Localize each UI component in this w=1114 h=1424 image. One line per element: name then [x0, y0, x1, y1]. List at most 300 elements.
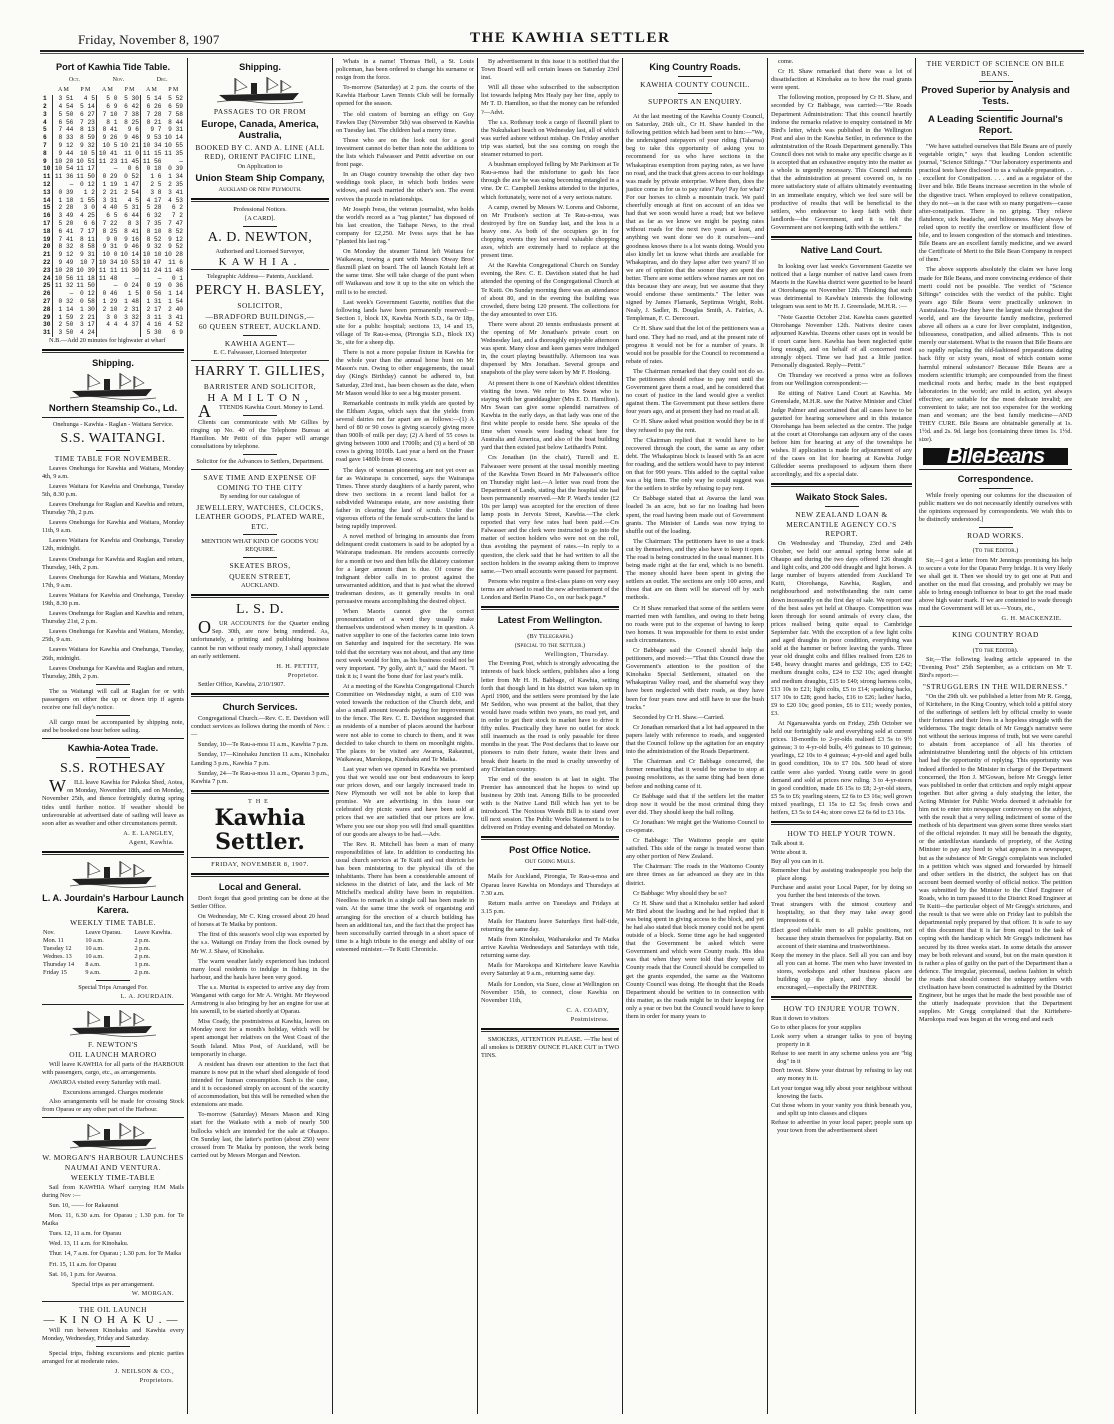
timetable-cell: 10 a.m. — [85, 936, 104, 944]
tide-time: 8 32 — [58, 243, 74, 251]
article-paragraph: While freely opening our columns for the discussion of public matters we do not necessarily identify ourselves with the opinions expressed by correspondents. We wish this to be distinctly understood.] — [919, 491, 1072, 523]
article-paragraph: "Note Gazette October 21st. Kawhia cases gazetted Otorohanga November 12th. Natives desire cases adjourned Kawhia. Dozens other cases opt in would be if court came here. Kawhia has been neglected quite long enough, and on behalf of all concerned most strongly object. Time we had just a little justice. Personally disgusted. Reply—Pettit." — [771, 313, 912, 370]
divider-rule — [243, 415, 277, 416]
divider-rule — [771, 996, 912, 1000]
tide-day: 5 — [42, 126, 52, 134]
tide-time: 11 50 — [76, 282, 95, 290]
article-paragraph: Mails for Auckland, Pirongia, Te Rau-a-moa and Oparau leave Kawhia on Mondays and Thursdays at 7.30 a.m. — [481, 873, 619, 897]
tide-time: 11 56 — [142, 157, 162, 165]
divider-rule — [96, 980, 130, 981]
timetable-row — [42, 969, 184, 977]
article-paragraph: SMOKERS, ATTENTION PLEASE. —The best of all smokes is DERBY OUNCE FLAKE CUT in TWO TINS. — [481, 1036, 619, 1060]
article-paragraph: The Chairman: The roads in the Waitomo County are three times as far advanced as they are in this district. — [626, 863, 764, 887]
article-paragraph: Mails for Marokopa and Kiritehere leave Kawhia every Saturday at 9 a.m., returning same day. — [481, 962, 619, 978]
caps-heading: BARRISTER AND SOLICITOR, — [203, 382, 317, 392]
article-paragraph: Leaves Onehunga for Kawhia and Waitara, Monday 11th, 9 a.m. — [42, 519, 184, 535]
steamship-illustration-icon — [68, 1008, 158, 1038]
article-paragraph: The s.s. Rothesay took a cargo of flaxmill plant to the Nukuhakari beach on Wednesday last, all of which was surfed ashore without mishap. On Friday another trip was started, but the sea coming on rough the steamer returned to port. — [481, 118, 619, 159]
timetable-cell: 9 a.m. — [85, 968, 101, 976]
tide-time: 10 14 — [164, 134, 183, 142]
tide-row — [42, 306, 184, 314]
article-paragraph: Leaves Onehunga for Raglan and Kawhia and return, Thursday 7th, 2 p.m. — [42, 500, 184, 517]
tide-time: 8 44 — [168, 118, 183, 126]
article-paragraph: The days of woman pioneering are not yet over as far as Wairarapa is concerned, says the Wairarapa Times. Three sturdy daughters of a hardy parent, who drew two sections in a recent land ballot for a subdivided Wairarapa estate, are now assisting their father in clearing the land of scrub. Under the vigorous efforts of the female scrub-cutters the land is being rapidly improved. — [336, 466, 474, 531]
tide-time: 9 46 — [118, 134, 140, 142]
tide-time: 11 48 — [164, 266, 183, 274]
display-heading: L. S. D. — [236, 602, 284, 618]
article-paragraph: Cr Babbage: The Waitomo people are quite satisfied. This side of the range is treated worse than any other portion of New Zealand. — [626, 837, 764, 861]
tide-time: 8 10 — [146, 227, 162, 235]
caps-heading: QUEEN STREET, — [229, 571, 291, 581]
tide-row — [42, 236, 184, 244]
article-paragraph: The Rev. R. Mitchell has been a man of many responsibilities of late. In addition to conducting his usual church services at Te Kuiti and out districts he has been ministering to the physical ills of the inhabitants. There has been a considerable amount of sickness in the district of late, and the lack of Mr Mitchell's medical ability have been in requisition. Needless to remark in a single call has been made in vain. At the same time the work of organising and arranging for the erection of a church building has been an additional tax, and the fact that the project has been successfully carried through in a short space of time is a high tribute to the energy and ability of our esteemed minister.—Te Kuiti Chronicle. — [336, 840, 474, 953]
tide-time: 3 8 — [150, 188, 162, 196]
article-paragraph: Cr H. Shaw remarked that there was a lot of dissatisfaction at Kinohaku as to how the road grants were spent. — [771, 68, 912, 92]
caps-heading: HOW TO INJURE YOUR TOWN. — [783, 1004, 900, 1014]
newspaper-column — [42, 58, 187, 1414]
centered-text: Authorised and Licensed Surveyor, — [215, 247, 305, 255]
article-paragraph: Mr Joseph Ivess, the veteran journalist, who holds the world's record as a "rag planter," has disposed of his last creation, the Taihape News, to the rival company for £2,250. Mr Ivess says that he has "planted his last rag." — [336, 205, 474, 245]
tide-time: 1 55 — [74, 197, 96, 205]
tide-time: 10 41 — [98, 149, 118, 157]
tide-time: 10 14 — [120, 251, 139, 259]
divider-rule — [42, 1004, 184, 1005]
article-paragraph: Last week's Government Gazette, notifies that the following lands have been permanently reserved:—Section 1, block IX, Kawhia North S.D., 6a 0r 18p, site for a public hospital; sections 13, 14 and 15, village of Te Rau-a-moa, (Pirongia S.D., Block IX) 3r., site for a sheep dip. — [336, 298, 474, 347]
tide-row — [42, 259, 184, 267]
newspaper-columns — [42, 58, 1084, 1414]
article-paragraph: Mails for London, via Suez, close at Wellington on November 15th, to connect, close Kawhia on November 11th, — [481, 980, 619, 1004]
tide-day: 18 — [43, 227, 51, 235]
caps-heading: KAWHIA COUNTY COUNCIL. — [640, 80, 750, 89]
article-paragraph: Whats in a name! Thomas Hell, a St. Louis policeman, has been ordered to change his surname or resign from the force. — [336, 58, 474, 82]
tide-day: 28 — [43, 305, 51, 313]
tide-time: 4 24 — [74, 329, 96, 337]
tide-time: 8 25 — [118, 119, 140, 127]
list-item: Cut those whom in your vanity you think beneath you, and split up into classes and cliques — [771, 1101, 912, 1117]
tide-time: 0 19 — [146, 282, 162, 290]
tide-time: 10 5 — [102, 141, 118, 149]
article-paragraph: N.B.—Add 20 minutes for highwater at wharf — [49, 336, 166, 344]
newspaper-column — [187, 58, 332, 1414]
steamship-illustration-icon — [215, 75, 305, 105]
caps-heading: SKEATES BROS, — [229, 561, 291, 571]
article-paragraph: Leaves Onehunga for Kawhia and Waitara, Monday 17th, 9 a.m. — [42, 573, 184, 589]
tide-day: 19 — [43, 235, 51, 243]
timetable-cell: 10 a.m. — [85, 944, 104, 952]
tide-time — [96, 329, 118, 337]
article-paragraph: A bushman employed felling by Mr Parkinson at Te Rau-a-moa had the misfortune to gash his face through the axe he was using becoming entangled in a vine. Dr C. Campbell Jenkins attended to the injuries, which fortunately, were not of a very serious nature. — [481, 161, 619, 201]
article-paragraph: On Wednesday, Mr C. King crossed about 20 head of horses at Te Maika by pontoon. — [191, 913, 329, 929]
tide-time: 9 0 — [106, 235, 118, 243]
tide-row — [42, 298, 184, 306]
timetable-cell: 1 p.m. — [134, 960, 151, 968]
tide-time: 5 31 — [118, 204, 140, 212]
tide-time: 10 0 — [102, 251, 118, 259]
tide-time: 9 53 — [146, 134, 162, 142]
signature: Postmistress. — [570, 1015, 609, 1023]
tide-time: 0 32 — [58, 297, 74, 305]
tide-time: 10 5 — [74, 150, 96, 158]
tide-day: 12 — [43, 180, 51, 188]
tide-time: 6 59 — [168, 102, 183, 110]
timetable-row — [42, 961, 184, 969]
tide-time: 7 35 — [146, 219, 162, 227]
tide-time: 4 52 — [168, 321, 183, 329]
display-heading: A. D. NEWTON, — [207, 229, 313, 245]
tide-time: 10 28 — [54, 266, 74, 274]
timetable-cell: 10 a.m. — [85, 952, 104, 960]
signature: J. NEILSON & CO., — [114, 1367, 174, 1375]
tide-time: 10 39 — [76, 266, 95, 274]
article-paragraph: Cr H Shaw remarked that some of the settlers were married men with families, and owing to their being no roads were put to the expense of having to keep two homes. It was impossible for them to exist under such circumstances. — [626, 604, 764, 644]
tide-time: 9 44 — [58, 149, 74, 157]
tide-row — [42, 150, 184, 158]
article-paragraph: Leaves Waitara for Kawhia and Onehunga, Tuesday 5th, 8.30 p.m. — [42, 482, 184, 498]
tide-time: 5 0 — [106, 95, 118, 103]
timetable-row — [42, 953, 184, 961]
article-paragraph: Also arrangements will be made for crossing Stock from Oparau or any other part of the Harbour. — [42, 1098, 184, 1114]
tide-row — [42, 197, 184, 205]
divider-rule — [678, 109, 712, 110]
tide-time: 9 31 — [168, 126, 183, 134]
tide-row — [42, 314, 184, 322]
tide-time: 11 18 — [76, 274, 95, 282]
tide-ampm-header: P M — [168, 87, 179, 94]
masthead-date: FRIDAY, NOVEMBER 8, 1907. — [211, 860, 309, 868]
tide-time: 11 24 — [142, 266, 162, 274]
article-paragraph: Mails for Hauturu leave Saturdays first half-tide, returning the same day. — [481, 917, 619, 933]
tide-time: 5 30 — [146, 329, 162, 337]
article-paragraph: Sail from KAWHIA Wharf carrying H.M Mails during Nov :— — [42, 1183, 184, 1199]
display-heading: S.S. ROTHESAY — [60, 761, 166, 777]
section-headline: Local and General. — [218, 881, 302, 892]
article-paragraph: Fri. 15, 11 a.m. for Oparau — [49, 1260, 117, 1268]
tide-ampm-header: P M — [124, 87, 135, 94]
article-paragraph: Cr Jonathan remarked that a lot had appeared in the papers lately with reference to roads, and suggested that the Council follow up the agitation for an enquiry into the administration of the Roads Department. — [626, 723, 764, 756]
divider-rule — [919, 626, 1072, 627]
divider-rule — [771, 236, 912, 240]
divider-rule — [771, 483, 912, 487]
tide-day: 1 — [42, 95, 52, 103]
divider-rule — [243, 454, 277, 455]
tide-row — [42, 103, 184, 111]
article-paragraph: Sat. 16, 1 p.m. for Awaroa. — [49, 1270, 117, 1278]
spaced-heading: HAMILTON, — [207, 391, 313, 404]
article-paragraph: Tues. 12, 11 a.m. for Oparau — [49, 1230, 122, 1238]
article-paragraph: Sun. 10, —— for Rakaunui — [49, 1201, 119, 1209]
tide-time: 8 3 — [118, 220, 140, 228]
tide-time: 3 51 — [58, 95, 74, 103]
tide-time: 2 21 — [74, 314, 96, 322]
tide-time: 7 23 — [74, 119, 96, 127]
tide-time: 11 45 — [120, 157, 139, 165]
tide-row — [42, 220, 184, 228]
divider-rule — [96, 757, 130, 758]
tide-month-header: Nov. — [112, 77, 125, 83]
tide-time: 4 54 — [58, 102, 74, 110]
article-paragraph: Leaves Waitara for Kawhia and Onehunga, Tuesday 19th, 8.30 p.m. — [42, 591, 184, 607]
tide-time: 9 49 — [58, 258, 74, 266]
small-caps-line: (By Telegraph.) — [527, 633, 573, 641]
tide-time: 5 14 — [74, 103, 96, 111]
timetable-cell: Friday 15 — [43, 968, 67, 976]
article-paragraph: Remarkable contrasts in milk yields are quoted by the Eltham Argus, which says that the yields from several dairies not far apart are as follows:—(1) A herd of 80 or 90 cows is giving scarcely giving more than 900lb of milk per day; (2) A herd of 55 cows is giving between 1000 and 1700lb; and (3) a herd of 38 cows is giving 1010lb. Last year a herd on the Fraser road gave 1480lb from 40 cows. — [336, 399, 474, 464]
tide-row — [42, 321, 184, 329]
display-heading: HARRY T. GILLIES, — [194, 364, 326, 380]
signature: H. H. PETTIT, — [276, 662, 319, 670]
tide-time: 7 28 — [146, 110, 162, 118]
tide-time: 10 7 — [74, 259, 96, 267]
list-item: Look sorry when a stranger talks to you of buying property in it — [771, 1032, 912, 1049]
divider-rule — [243, 557, 277, 558]
article-paragraph: Mon. 11, 6.30 a.m. for Oparau ; 1.30 p.m. for Te Maika — [42, 1212, 184, 1228]
tide-time: 9 12 — [168, 235, 183, 243]
divider-rule — [979, 527, 1013, 528]
divider-rule — [191, 269, 329, 270]
caps-heading: TIME TABLE FOR NOVEMBER. — [54, 454, 172, 464]
list-item: Run it down to visitors — [771, 1014, 829, 1022]
centered-text: Special trips as per arrangement. — [71, 1280, 155, 1288]
article-paragraph: Mails from Kinohaku, Waiharakeke and Te Maika arrive Kawhia Wednesdays and Saturdays with tide, returning same day. — [481, 936, 619, 960]
caps-heading: HOW TO HELP YOUR TOWN. — [787, 829, 896, 839]
list-item: Buy all you can in it. — [771, 857, 824, 865]
tide-time: 5 50 — [58, 110, 74, 118]
article-paragraph: "On the 29th ult. we published a letter from Mr R. Gregg, of Kiritehere, in the King Country, which told a pitiful story of the sufferings of settlers left by official cruelty to waste their fortunes and their lives in a hopeless struggle with the wilderness. The tragic details of Mr Gregg's narrative were not without the serious impress of truth, but we were careful to abstain from acceptance of all his theories of administrative blundering until the objects of his criticism had had the opportunity of replying. This opportunity was indeed afforded to the Minister in charge of the Department concerned, the Hon J. M'Gowan, before Mr Gregg's letter was published in order that criticism and reply might appear together. But after giving a duly studying the letter, the Acting Minister for Public Works deemed it advisable for him not to enter into newspaper controversy on the subject, with the result that a very telling indictment of some of the methods of his department was given some three weeks start of the official rejoinder. It may still be beneath the dignity, or the antediluvian standards of propriety, of the Acting Minister to pay any heed to what appears in a newspaper, but as the substance of Mr Gregg's complaints was included in a petition which was signed and forwarded by himself and other settlers in the district, the subject has on that account been deemed worthy of official notice. The petition was submitted by the Minister to the Chief Engineer of Roads, who in turn passed it to the District Road Engineer at Te Kuiti—the particular object of Mr Gregg's strictures, and the result is that we were able on Friday last to publish the departmental reply prepared by that officer. It is safe to say of this document that it is far from equal to the task of coping with the handicap which Mr Gregg's indictment has secured by its three weeks start. In some details the answer may be both relevant and sound, but on the main question it is rather a plea of guilty on the part of the Department than a defence. The irregular, piecemeal, useless fashion in which the roads that should connect the unhappy settlers with civilisation have been constructed is admitted by the District Engineer, but he urges that he made the best possible use of the utterly inadequate provision that the Department supplies. Mr Gregg complained that the Kiritehere-Marokopa road was begun at the wrong end and each — [919, 692, 1072, 1024]
tide-time: 8 1 — [106, 118, 118, 126]
tide-time: 0 1 — [171, 274, 183, 282]
centered-text: By sending for our catalogue of — [220, 493, 300, 501]
centered-text: Solicitor for the Advances to Settlers, Department. — [196, 458, 324, 466]
tide-time: 1 47 — [118, 181, 140, 189]
article-paragraph: Miss Coady, the postmistress at Kawhia, leaves on Monday next for a month's holiday, which will be spent amongst her relatives on the West Coast of the South Island. Miss Post, of Auckland, will be temporarily in charge. — [191, 1018, 329, 1058]
article-paragraph: Don't forget that good printing can be done at the Settler Office. — [191, 894, 329, 911]
centered-text: Onehunga - Kawhia - Raglan - Waitara Service. — [52, 420, 174, 428]
tide-row — [42, 228, 184, 236]
article-paragraph: Leaves Waitara for Kawhia and Onehunga, Tuesday, 26th, midnight. — [42, 646, 184, 662]
tide-time: 2 21 — [102, 188, 118, 196]
caps-heading: KAWHIA AGENT— — [224, 338, 296, 348]
divider-rule — [533, 629, 567, 630]
tide-time: 9 16 — [118, 236, 140, 244]
tide-time: 3 31 — [102, 196, 118, 204]
divider-rule — [979, 110, 1013, 111]
tide-row — [42, 111, 184, 119]
tide-day: 24 — [43, 274, 51, 282]
article-paragraph: In looking over last week's Government Gazette we noticed that a large number of native land cases from Maoris in the Kawhia district were gazetted to be heard at Otorohanga on November 12th. Thinking that such was detrimental to Kawhia's interests the following telegram was sent to Mr H. J. Greenslade, M.H.R. :— — [771, 262, 912, 311]
tide-time: 7 22 — [102, 219, 118, 227]
list-item: Write about it. — [771, 848, 808, 856]
article-paragraph: Sunday, 24—Te Rau-a-moa 11 a.m., Oparau 3 p.m., Kawhia 7 p.m. — [191, 769, 329, 785]
tide-day: 31 — [43, 329, 51, 337]
divider-rule — [243, 534, 277, 535]
section-headline: Waikato Stock Sales. — [795, 492, 888, 503]
tide-time: 3 0 — [74, 204, 96, 212]
tide-row — [42, 165, 184, 173]
tide-time: 5 52 — [168, 95, 183, 103]
signature: A. E. LANGLEY, — [123, 829, 174, 837]
tide-time: 2 40 — [168, 305, 183, 313]
tide-time: 6 9 — [106, 102, 118, 110]
list-item: Refuse to advertise in your local paper; people sum up your town from the advertisement sheet — [771, 1118, 912, 1134]
divider-rule — [825, 506, 859, 507]
tide-time: — — [69, 290, 74, 298]
tide-time: 8 58 — [74, 243, 96, 251]
tide-time: 6 44 — [118, 212, 140, 220]
tide-time: 1 31 — [146, 297, 162, 305]
tide-time: 7 10 — [102, 110, 118, 118]
divider-rule — [96, 450, 130, 451]
divider-rule — [771, 821, 912, 825]
caps-heading: NEW ZEALAND LOAN & MERCANTILE AGENCY CO.'S REPORT. — [786, 510, 897, 539]
timetable-row — [42, 937, 184, 945]
article-paragraph: Clients can communicate with Mr Gillies by ringing up No. 40 of the Telephone Bureau at Hamilton. Mr Pettit of this paper will arrange consultations by telephone. — [191, 418, 329, 451]
timetable-cell: 2 p.m. — [134, 936, 151, 944]
divider-rule — [979, 543, 1013, 544]
tide-time: 11 23 — [98, 157, 118, 165]
article-paragraph: ATTENDS Kawhia Court. Money to Lend. — [198, 400, 324, 421]
tide-day: 29 — [43, 313, 51, 321]
section-headline: Native Land Court. — [800, 244, 883, 255]
article-paragraph: come. — [778, 58, 794, 65]
tide-month-header: Dec. — [156, 77, 168, 83]
tide-row — [42, 95, 184, 103]
tide-day: 8 — [42, 150, 52, 158]
signature: Agent, Kawhia. — [128, 838, 174, 846]
article-paragraph: By advertisement in this issue it is notified that the Town Board will sell certain leases on Saturday 23rd inst. — [481, 58, 619, 82]
tide-row — [42, 243, 184, 251]
tide-time: 4 17 — [146, 196, 162, 204]
article-paragraph: There were about 20 tennis enthusiasts present at the opening of Mr Jonathan's private court on Wednesday last, and a thoroughly enjoyable afternoon was spent. Many close and keen games were indulged in, the court playing beautifully. Afternoon tea was dispensed by Mrs Jonathan. Several groups and snapshots of the play were taken by Mr F. Hosking. — [481, 320, 619, 377]
article-paragraph: On Thursday we received a press wire as follows from our Wellington correspondent:— — [771, 372, 912, 388]
divider-rule — [481, 1028, 619, 1032]
tide-time: 10 21 — [120, 141, 139, 149]
timetable-cell: Nov. — [43, 928, 55, 936]
article-paragraph: Will run between Kinohaku and Kawhia every Monday, Wednesday, Friday and Saturday. — [42, 1326, 184, 1342]
newspaper-title: THE KAWHIA SETTLER — [470, 30, 671, 46]
tide-ampm-header: P M — [80, 87, 91, 94]
article-paragraph: The old custom of burning an effigy on Guy Fawkes Day (November 5th) was observed in Kawhia on Tuesday last. The children had a merry time. — [336, 110, 474, 134]
article-paragraph: Cr Jonathan: We might get the Waitomo Council to co-operate. — [626, 818, 764, 834]
bile-beans-logo: BileBeans — [923, 448, 1068, 464]
tide-time: — — [113, 165, 118, 173]
caps-heading: OIL LAUNCH MARORO — [69, 1050, 157, 1060]
small-caps-line: Out Going Mails. — [524, 858, 576, 866]
tide-time: 9 26 — [102, 134, 118, 142]
divider-rule — [42, 738, 184, 739]
tide-time: 0 12 — [74, 290, 96, 298]
tide-time: 11 48 — [98, 274, 118, 282]
tide-day: 23 — [43, 266, 51, 274]
article-paragraph: Will leave KAWHIA for all parts of the HARBOUR with passengers, cargo, etc., as arrangements. — [42, 1060, 184, 1076]
divider-rule — [481, 606, 619, 610]
tide-time: 4 16 — [146, 321, 162, 329]
small-caps-line: AUCKLAND. — [240, 582, 280, 590]
small-caps-line: (Special to the Settler.) — [514, 642, 586, 650]
article-paragraph: Re sitting of Native Land Court at Kawhia. Mr Greenslade, M.H.R. saw the Native Minister and Chief Judge Palmer and ascertained that all cases have to be gazetted for hearing somewhere and in this instance Otorohanga has been selected as the centre. The judge at the court at Otorohanga can adjourn any of the cases before him for hearing at any of the townships he wishes. If application is made for adjournment of any of the cases on list for hearing at Kawhia Judge Gilfedder seems predisposed to adjourn them there accordingly, and fix a special date. — [771, 390, 912, 479]
article-paragraph: At the Kawhia Congregational Church on Sunday evening, the Rev. C. E. Davidson stated that he had attended the opening of the Congregational Church at Te Kuiti. On Sunday morning there was an attendance of about 80, and in the evening the building was crowded, there being 120 present. The collections for the day amounted to over £16. — [481, 262, 619, 318]
section-headline: Correspondence. — [957, 473, 1034, 484]
tide-time: 8 41 — [118, 228, 140, 236]
tide-row — [42, 251, 184, 259]
article-paragraph: The Evening Post, which is strongly advocating the interests of back block settlers, publishes also a long letter from Mr H. H. Babbage, of Kawhia, setting forth that though land in his district was taken up in April 1900, and the settlers were promised by the late Mr Seddon, who was present at the ballot, that they would have roads within two years, no road yet, and in order to get their stock to market have to drive it fifty miles. Practically they have no outlet for stock still inasmuch as the road is only passable for three months in the year. The Post declares that to leave our pioneers to ruin their future, waste their lives and break their hearts in the mud is cruelty unworthy of any Christian country. — [481, 660, 619, 773]
tide-time: 6 32 — [146, 212, 162, 220]
article-paragraph: Congregational Church.—Rev. C. E. Davidson will conduct services as follows during the month of Nov. :— — [191, 715, 329, 739]
tide-time: 7 41 — [58, 235, 74, 243]
tide-time: 0 46 — [102, 290, 118, 298]
article-paragraph: At a meeting of the Kawhia Congregational Church Committee on Wednesday night, a sum of £10 was voted towards the reduction of the Church debt, and also a small amount towards paying for improvement to the fence. The Rev. C. E. Davidson suggested that as residents of a number of places around the harbour were not able to come to church to them, and it was decided to take church to them on moonlight nights. The places to be visited are Awaroa, Rakaunui, Waikawau, Marokopa, Kinohaku and Te Maika. — [336, 682, 474, 763]
divider-rule — [42, 1117, 184, 1118]
tide-day: 13 — [43, 188, 51, 196]
masthead-article: THE — [248, 798, 272, 805]
article-paragraph: A camp, owned by Messrs W. Lorens and Osborne, on Mr Frudson's section at Te Rau-a-moa, was destroyed by fire on Sunday last, and the loss is a heavy one. As both of the occupiers go in for chopping events they lost several valuable chopping axes, which are extremely hard to replace at the present time. — [481, 203, 619, 260]
tide-time: 1 54 — [168, 297, 183, 305]
tide-row — [42, 126, 184, 134]
tide-time: 1 18 — [58, 196, 74, 204]
article-paragraph: Leaves Onehunga for Raglan and Kawhia and return, Thursday 21st, 2 p.m. — [42, 610, 184, 626]
article-paragraph: A resident has drawn our attention to the fact that manure is now put in the wharf shed alongside of food intended for human consumption. Such is the case, and it is occasioned simply on account of the scarcity of accommodation, but this will be remedied when the extensions are made. — [191, 1060, 329, 1109]
tide-time: 1 19 — [102, 180, 118, 188]
tide-time: 6 27 — [74, 111, 96, 119]
tide-day: 2 — [42, 103, 52, 111]
section-headline: Shipping. — [92, 357, 134, 368]
article-paragraph: Return mails arrive on Tuesdays and Fridays at 3.15 p.m. — [481, 899, 619, 915]
divider-rule — [919, 469, 1072, 470]
tide-time: 8 59 — [74, 134, 96, 142]
tide-month-header: Oct. — [68, 77, 80, 83]
article-paragraph: A novel method of bringing in amounts due from delinquent credit customers is said to be adopted by a Wairarapa tradesman. He renders accounts correctly for a month or two and then bills the dilatory customer for a larger amount than is due. Of course the indignant debtor calls in to protest against the unwarranted addition, and that is just what the shrewd tradesman desires, as it generally results in oral persuasive means accomplishing the desired object. — [336, 533, 474, 605]
centered-text: Telegraphic Address— Patents, Auckland. — [206, 273, 314, 281]
divider-rule — [191, 790, 329, 794]
tide-time: 9 52 — [168, 243, 183, 251]
article-paragraph: Cr Babbage said that if the settlers let the matter drop now it would be the most criminal thing they ever did. They should keep the ball rolling. — [626, 792, 764, 816]
tide-row — [42, 142, 184, 150]
tide-time: 8 11 — [74, 236, 96, 244]
article-paragraph: Last year when we opened in Kawhia we promised you that we would use our best endeavours to keep our prices down, and our largely increased trade in New Plymouth we will not be able to keep that promise. We are advertising in this issue our celebrated dry picnic wares and have been sold at prices that we are satisfied that our prices are low. Where you see our shop you will find small quantities of our goods are always to be had.—Adv. — [336, 765, 474, 838]
tide-time: 0 36 — [168, 282, 183, 290]
tide-time: 6 9 — [171, 329, 183, 337]
tide-day: 21 — [43, 251, 51, 259]
tide-corner — [42, 75, 52, 85]
tide-row — [42, 134, 184, 142]
article-paragraph: The following motion, proposed by Cr H. Shaw, and seconded by Cr Babbage, was carried:—"Re Roads Department Administration: That this council heartily indorse the remarks relative to enquiry contained in Mr Bird's letter, which was published in the Wellington Post and also in the Kawhia Settler, in reference to the administration of the Roads Department generally. This Council does not wish to make any specific charge as it is accepted that an exhaustive enquiry into the matter as a whole is urgently necessary. This Council submits that the administration at present covered on, is no more satisfactory state of affairs ultimately eventuating in an immediate enquiry, which we feel sure will be productive of results that will be beneficial to the settlers, who endeavour to keep faith with their landlords—the Government, and it is felt the Government are not keeping faith with the settlers." — [771, 94, 912, 231]
bold-heading: Northern Steamship Co., Ld. — [48, 402, 178, 414]
signature: G. H. MACKENZIE. — [1001, 615, 1062, 623]
article-paragraph: All cargo must be accompanied by shipping note, and be booked one hour before sailing. — [42, 719, 184, 735]
tide-time: 1 59 — [58, 313, 74, 321]
launch-timetable — [42, 929, 184, 977]
tide-day: 4 — [42, 119, 52, 127]
divider-rule — [191, 360, 329, 361]
divider-rule — [481, 836, 619, 840]
article-paragraph: AWAROA visited every Saturday with mail. — [49, 1078, 161, 1086]
caps-heading: SAVE TIME AND EXPENSE OF COMING TO THE CITY — [203, 473, 317, 492]
tide-time: 1 2 — [74, 189, 96, 197]
section-headline: L. A. Jourdain's Harbour Launch Karera. — [42, 893, 184, 916]
tide-time: — — [179, 157, 183, 165]
steamship-illustration-icon — [68, 1121, 158, 1151]
tide-time: 3 49 — [58, 212, 74, 220]
list-item: Purchase and assist your Local Paper, for by doing so you further the best interests of the town. — [771, 884, 912, 900]
tide-row — [42, 181, 184, 189]
tide-time: 4 53 — [168, 196, 183, 204]
tide-time: 2 28 — [58, 204, 74, 212]
tide-time: 10 56 — [54, 274, 74, 282]
signature: Proprietors. — [139, 1376, 174, 1384]
tide-time: 9 6 — [118, 126, 140, 134]
tide-time: — — [113, 282, 118, 290]
tide-time: 7 44 — [58, 126, 74, 134]
tide-time: 2 35 — [168, 180, 183, 188]
